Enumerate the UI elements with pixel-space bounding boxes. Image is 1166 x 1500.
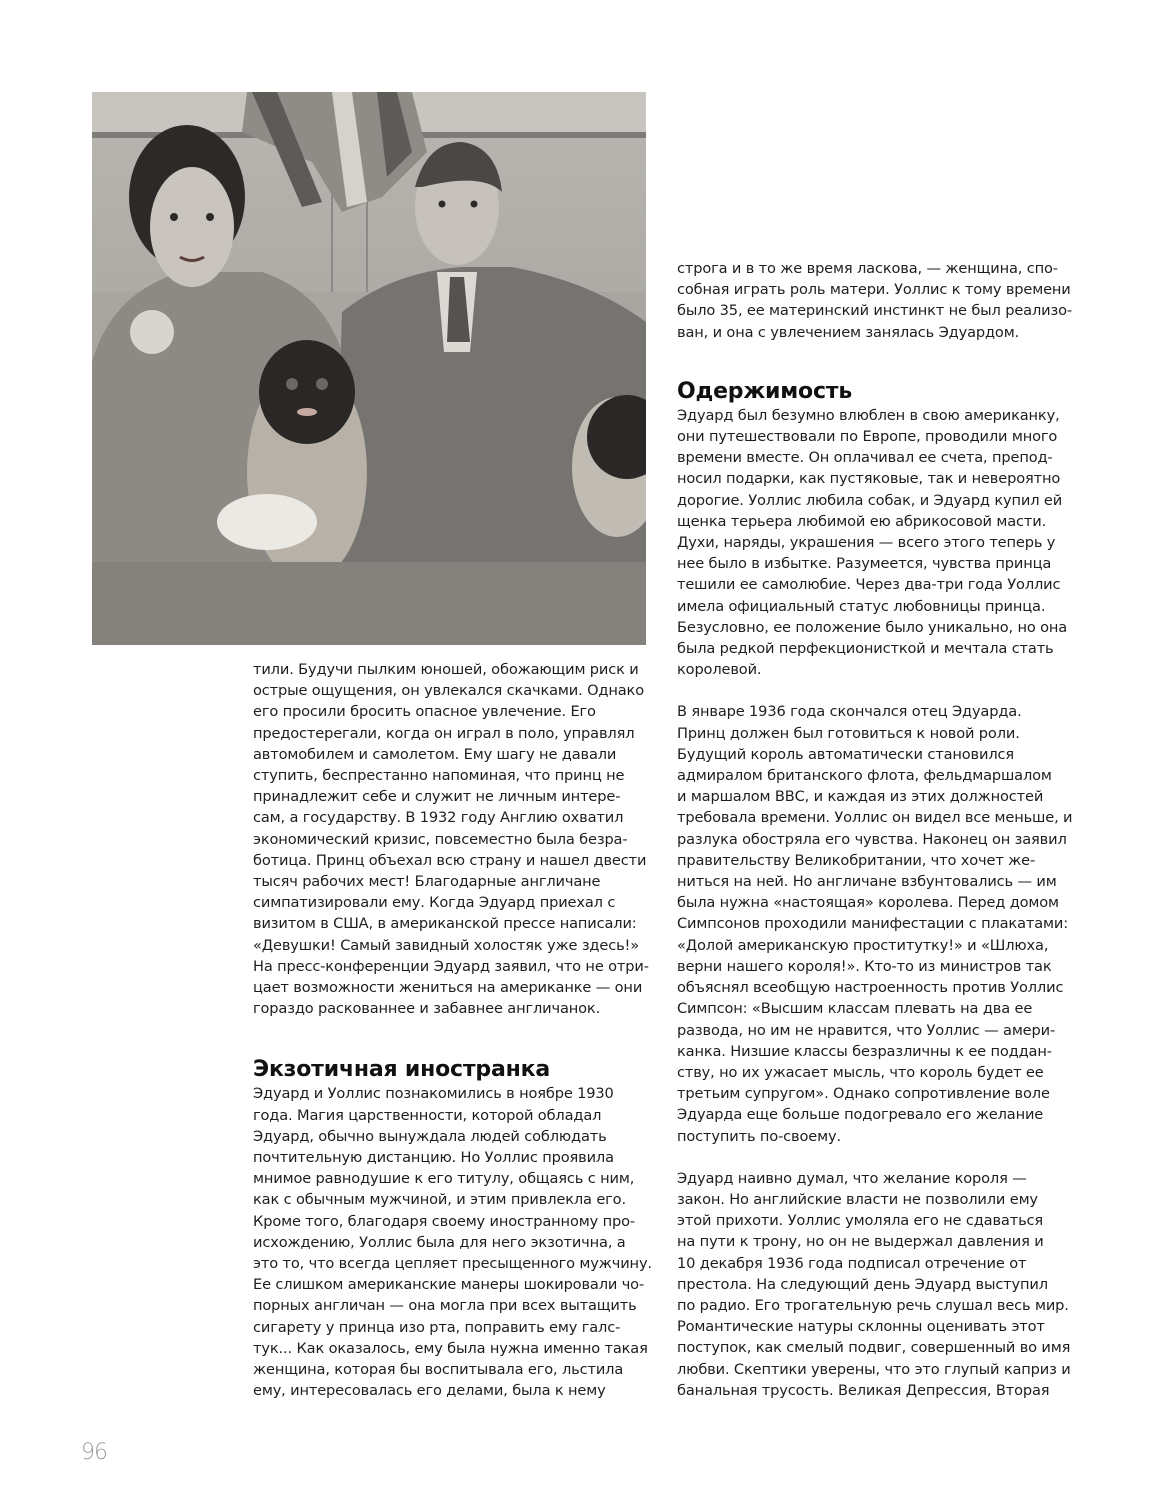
text-line: Симпсон: «Высшим классам плевать на два ее bbox=[677, 1000, 1033, 1018]
text-line: мнимое равнодушие к его титулу, общаясь с ним, bbox=[253, 1170, 635, 1188]
paragraph-meeting bbox=[253, 1083, 663, 1401]
text-line: Духи, наряды, украшения — всего этого теперь у bbox=[677, 534, 1056, 552]
text-line: тысяч рабочих мест! Благодарные англичане bbox=[253, 873, 601, 891]
text-line: ван, и она с увлечением занялась Эдуардом. bbox=[677, 323, 1020, 341]
text-line: цает возможности жениться на американке — они bbox=[253, 979, 643, 997]
text-line: На пресс-конференции Эдуард заявил, что не отри- bbox=[253, 957, 649, 975]
spacer bbox=[253, 1019, 663, 1057]
text-line: адмиралом британского флота, фельдмаршалом bbox=[677, 767, 1052, 785]
text-line: его просили бросить опасное увлечение. Его bbox=[253, 703, 596, 721]
text-line: щенка терьера любимой ею абрикосовой масти. bbox=[677, 512, 1047, 530]
text-line: была нужна «настоящая» королева. Перед домом bbox=[677, 894, 1059, 912]
text-line: нее было в избытке. Разумеется, чувства принца bbox=[677, 555, 1052, 573]
text-line: порных англичан — она могла при всех вытащить bbox=[253, 1297, 637, 1315]
section-heading-obsession: Одержимость bbox=[677, 378, 853, 404]
text-line: имела официальный статус любовницы принца. bbox=[677, 597, 1046, 615]
text-line: третьим супругом». Однако сопротивление воле bbox=[677, 1085, 1050, 1103]
text-line: престола. На следующий день Эдуард выступил bbox=[677, 1275, 1048, 1293]
text-line: автомобилем и самолетом. Ему шагу не давали bbox=[253, 745, 617, 763]
text-line: строга и в то же время ласкова, — женщина, спо- bbox=[677, 260, 1058, 277]
text-line: времени вместе. Он оплачивал ее счета, препод- bbox=[677, 449, 1053, 467]
text-line: Принц должен был готовиться к новой роли. bbox=[677, 724, 1020, 742]
text-line: симпатизировали ему. Когда Эдуард приехал с bbox=[253, 894, 616, 912]
text-line: поступить по-своему. bbox=[677, 1127, 841, 1145]
text-line: ступить, беспрестанно напоминая, что принц не bbox=[253, 767, 625, 785]
text-line: тили. Будучи пылким юношей, обожающим риск и bbox=[253, 661, 639, 678]
text-line: и маршалом ВВС, и каждая из этих должностей bbox=[677, 788, 1044, 806]
text-line: гораздо раскованнее и забавнее англичанок. bbox=[253, 1000, 601, 1018]
text-line: собная играть роль матери. Уоллис к тому времени bbox=[677, 281, 1071, 299]
text-line: Эдуард был безумно влюблен в свою американку, bbox=[677, 406, 1060, 424]
text-line: канка. Низшие классы безразличны к ее поддан- bbox=[677, 1042, 1052, 1060]
text-line: Эдуарда еще больше подогревало его желание bbox=[677, 1106, 1044, 1124]
article-photo bbox=[92, 92, 646, 645]
text-line: дорогие. Уоллис любила собак, и Эдуард купил ей bbox=[677, 491, 1063, 509]
text-line: визитом в США, в американской прессе написали: bbox=[253, 915, 637, 933]
page-number: 96 bbox=[81, 1440, 107, 1465]
left-column bbox=[253, 659, 663, 1402]
text-line: Эдуард и Уоллис познакомились в ноябре 1930 bbox=[253, 1085, 614, 1103]
text-line: они путешествовали по Европе, проводили много bbox=[677, 428, 1058, 446]
spacer bbox=[677, 343, 1087, 379]
photo-illustration bbox=[92, 92, 646, 645]
paragraph-career bbox=[253, 659, 663, 1019]
text-line: объяснял всеобщую настроенность против Уоллис bbox=[677, 979, 1064, 997]
text-line: правительству Великобритании, что хочет же- bbox=[677, 851, 1036, 869]
text-line: верни нашего короля!». Кто-то из министров так bbox=[677, 957, 1052, 975]
text-line: женщина, которая бы воспитывала его, льстила bbox=[253, 1361, 624, 1379]
section-heading-exotic: Экзотичная иностранка bbox=[253, 1057, 550, 1083]
text-line: этой прихоти. Уоллис умоляла его не сдаваться bbox=[677, 1212, 1044, 1230]
text-line: В январе 1936 года скончался отец Эдуарда. bbox=[677, 703, 1022, 721]
text-line: требовала времени. Уоллис он видел все меньше, и bbox=[677, 809, 1073, 827]
text-line: закон. Но английские власти не позволили ему bbox=[677, 1190, 1038, 1208]
text-line: Кроме того, благодаря своему иностранному про- bbox=[253, 1212, 635, 1230]
text-line: было 35, ее материнский инстинкт не был реализо- bbox=[677, 302, 1072, 320]
text-line: банальная трусость. Великая Депрессия, Вторая bbox=[677, 1381, 1050, 1399]
text-line: «Долой американскую проститутку!» и «Шлюха, bbox=[677, 936, 1049, 954]
text-line: Будущий король автоматически становился bbox=[677, 745, 1015, 763]
text-line: носил подарки, как пустяковые, так и невероятно bbox=[677, 470, 1061, 488]
text-line: Романтические натуры склонны оценивать этот bbox=[677, 1318, 1045, 1336]
text-line: ботица. Принц объехал всю страну и нашел двести bbox=[253, 851, 647, 869]
text-line: 10 декабря 1936 года подписал отречение от bbox=[677, 1254, 1027, 1272]
paragraph-obsession bbox=[677, 405, 1087, 681]
text-line: ству, но их ужасает мысль, что король будет ее bbox=[677, 1063, 1044, 1081]
spacer bbox=[677, 1147, 1087, 1168]
text-line: поступок, как смелый подвиг, совершенный во имя bbox=[677, 1339, 1071, 1357]
text-line: сам, а государству. В 1932 году Англию охватил bbox=[253, 809, 624, 827]
text-line: исхождению, Уоллис была для него экзотична, а bbox=[253, 1233, 626, 1251]
text-line: сигарету у принца изо рта, поправить ему галс- bbox=[253, 1318, 621, 1336]
text-line: года. Магия царственности, которой обладал bbox=[253, 1106, 602, 1124]
text-line: «Девушки! Самый завидный холостяк уже здесь!» bbox=[253, 936, 640, 954]
text-line: ему, интересовалась его делами, была к нему bbox=[253, 1382, 606, 1400]
text-line: Безусловно, ее положение было уникально, но она bbox=[677, 618, 1068, 636]
spacer bbox=[677, 680, 1087, 701]
text-line: тешили ее самолюбие. Через два-три года Уоллис bbox=[677, 576, 1061, 594]
text-line: Эдуард, обычно вынуждала людей соблюдать bbox=[253, 1127, 607, 1145]
text-line: тук... Как оказалось, ему была нужна именно такая bbox=[253, 1339, 648, 1357]
text-line: острые ощущения, он увлекался скачками. Однако bbox=[253, 682, 644, 700]
text-line: Ее слишком американские манеры шокировали чо- bbox=[253, 1276, 645, 1294]
text-line: ниться на ней. Но англичане взбунтовались — им bbox=[677, 873, 1057, 891]
text-line: на пути к трону, но он не выдержал давления и bbox=[677, 1233, 1044, 1251]
text-line: любви. Скептики уверены, что это глупый каприз и bbox=[677, 1360, 1071, 1378]
text-line: предостерегали, когда он играл в поло, управлял bbox=[253, 724, 635, 742]
text-line: Симпсонов проходили манифестации с плакатами: bbox=[677, 915, 1068, 933]
right-column bbox=[677, 258, 1087, 1401]
text-line: принадлежит себе и служит не личным интере- bbox=[253, 788, 621, 806]
text-line: экономический кризис, повсеместно была безра- bbox=[253, 830, 628, 848]
text-line: королевой. bbox=[677, 661, 762, 679]
text-line: Эдуард наивно думал, что желание короля — bbox=[677, 1169, 1027, 1187]
text-line: почтительную дистанцию. Но Уоллис проявила bbox=[253, 1149, 614, 1167]
paragraph-abdication bbox=[677, 1168, 1087, 1401]
text-line: это то, что всегда цепляет пресыщенного мужчину. bbox=[253, 1255, 652, 1273]
text-line: разлука обостряла его чувства. Наконец он заявил bbox=[677, 830, 1067, 848]
paragraph-mother-role bbox=[677, 258, 1087, 343]
text-line: по радио. Его трогательную речь слушал весь мир. bbox=[677, 1296, 1069, 1314]
text-line: как с обычным мужчиной, и этим привлекла его. bbox=[253, 1191, 626, 1209]
text-line: развода, но им не нравится, что Уоллис — амери- bbox=[677, 1021, 1056, 1039]
paragraph-father-death bbox=[677, 701, 1087, 1146]
text-line: была редкой перфекционисткой и мечтала стать bbox=[677, 640, 1054, 658]
